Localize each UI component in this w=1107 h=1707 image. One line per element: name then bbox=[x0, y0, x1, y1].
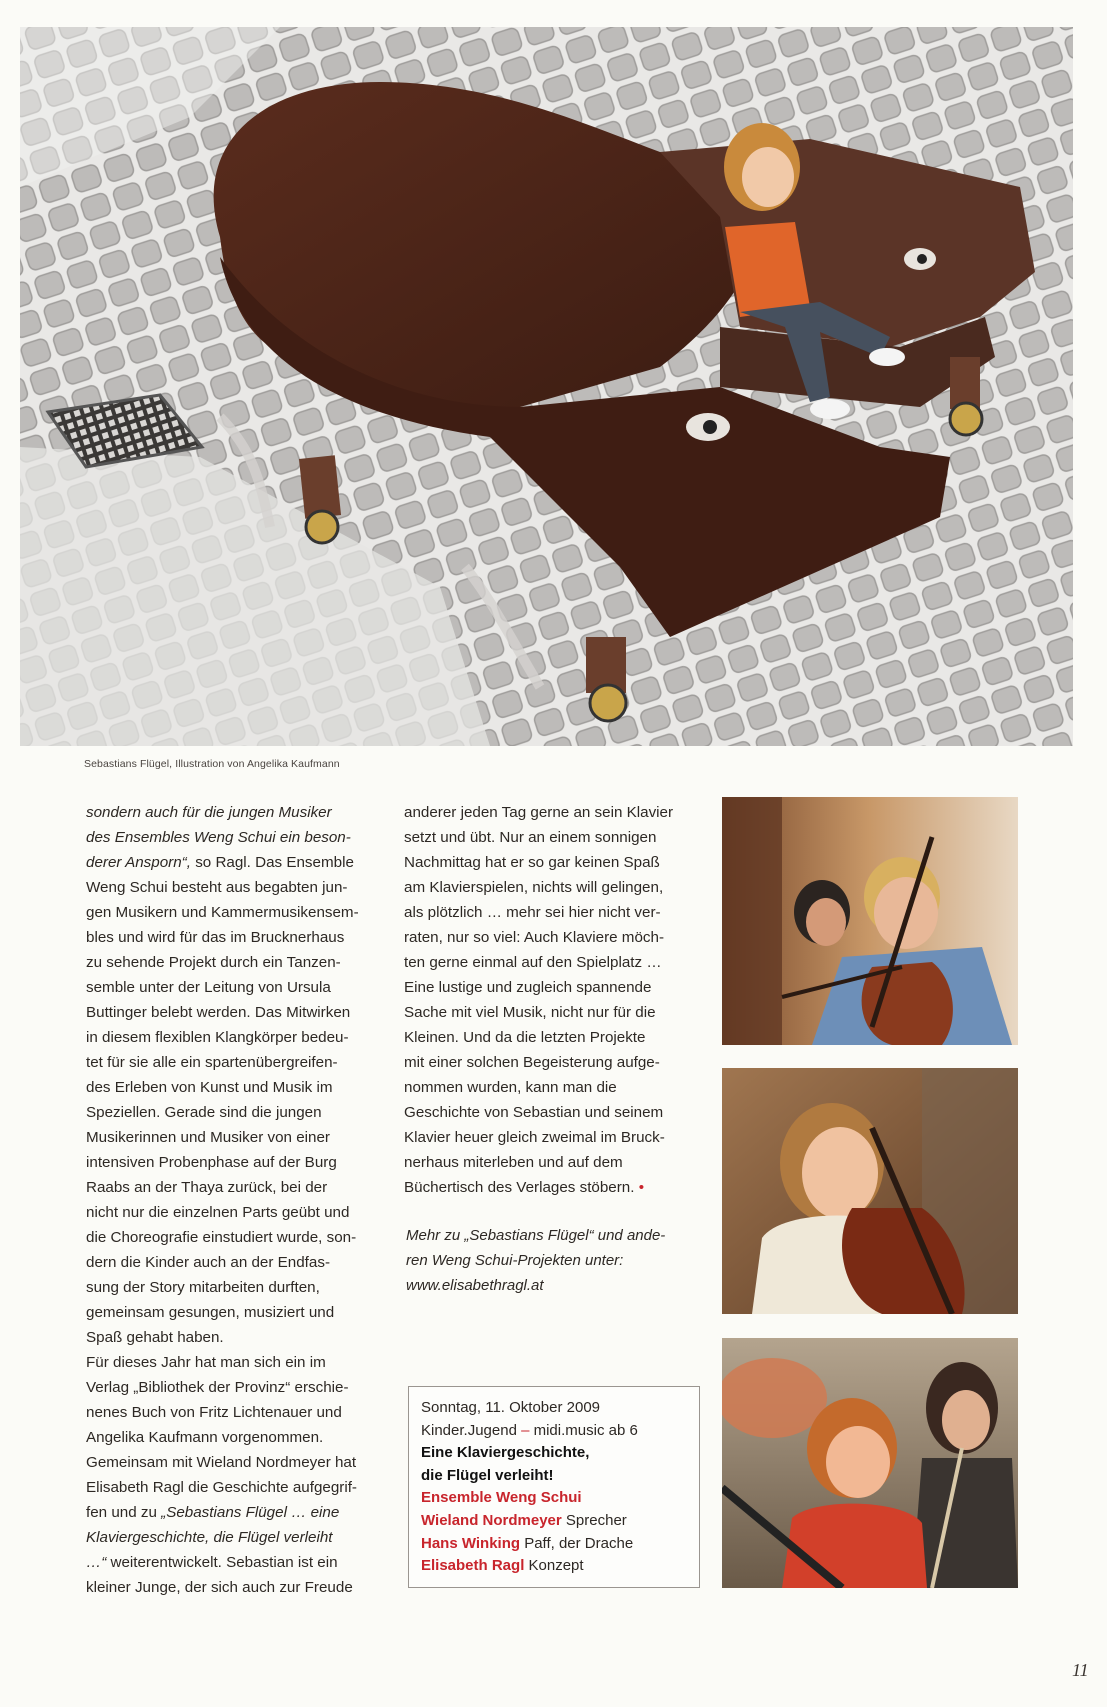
text-line: Nachmittag hat er so gar keinen Spaß bbox=[404, 854, 660, 871]
text-line: Für dieses Jahr hat man sich ein im bbox=[86, 1354, 326, 1371]
text-line: Eine lustige und zugleich spannende bbox=[404, 979, 652, 996]
text-line: Raabs an der Thaya zurück, bei der bbox=[86, 1179, 328, 1196]
text-fragment: weiterentwickelt. Sebastian ist ein bbox=[106, 1554, 338, 1571]
event-info-box bbox=[408, 1386, 700, 1588]
page-number: 11 bbox=[1072, 1660, 1089, 1680]
text-line: nerhaus miterleben und auf dem bbox=[404, 1154, 623, 1171]
text-line: nicht nur die einzelnen Parts geübt und bbox=[86, 1204, 350, 1221]
text-line: nenes Buch von Fritz Lichtenauer und bbox=[86, 1404, 342, 1421]
text-line: setzt und übt. Nur an einem sonnigen bbox=[404, 829, 657, 846]
event-date: Sonntag, 11. Oktober 2009 bbox=[421, 1399, 601, 1416]
text-line: gemeinsam gesungen, musiziert und bbox=[86, 1304, 335, 1321]
text-line: als plötzlich … mehr sei hier nicht ver- bbox=[404, 904, 661, 921]
text-line bbox=[86, 1500, 386, 1525]
text-fragment: „Sebastians Flügel … eine bbox=[161, 1504, 340, 1521]
credit-role: Paff, der Drache bbox=[520, 1534, 634, 1552]
text-line: anderer jeden Tag gerne an sein Klavier bbox=[404, 804, 674, 821]
end-marker: • bbox=[638, 1179, 645, 1196]
credit-line bbox=[421, 1510, 689, 1533]
credit-name: Elisabeth Ragl bbox=[421, 1557, 525, 1575]
text-line: gen Musikern und Kammermusikensem- bbox=[86, 904, 359, 921]
more-info-note bbox=[406, 1223, 665, 1298]
text-fragment: so Ragl. Das Ensemble bbox=[190, 854, 354, 871]
text-line: die Choreografie einstudiert wurde, son- bbox=[86, 1229, 357, 1246]
text-line: Kleinen. Und da die letzten Projekte bbox=[404, 1029, 646, 1046]
text-line: Angelika Kaufmann vorgenommen. bbox=[86, 1429, 324, 1446]
text-line: Buttinger belebt werden. Das Mitwirken bbox=[86, 1004, 351, 1021]
text-line: Geschichte von Sebastian und seinem bbox=[404, 1104, 664, 1121]
text-line: Spaß gehabt haben. bbox=[86, 1329, 224, 1346]
text-line: dern die Kinder auch an der Endfas- bbox=[86, 1254, 331, 1271]
text-line: zu sehende Projekt durch ein Tanzen- bbox=[86, 954, 341, 971]
text-line bbox=[86, 850, 386, 875]
text-fragment: fen und zu bbox=[86, 1504, 162, 1521]
text-fragment: derer Ansporn“, bbox=[86, 854, 191, 871]
credit-name: Hans Winking bbox=[421, 1534, 521, 1552]
photo-girl-conducting bbox=[722, 1338, 1018, 1588]
text-line: bles und wird für das im Brucknerhaus bbox=[86, 929, 345, 946]
credit-line bbox=[421, 1555, 689, 1578]
text-fragment: …“ bbox=[86, 1554, 107, 1571]
series-dash: – bbox=[521, 1421, 530, 1439]
text-line: Klavier heuer gleich zweimal im Bruck- bbox=[404, 1129, 665, 1146]
text-line: kleiner Junge, der sich auch zur Freude bbox=[86, 1579, 353, 1596]
credit-name: Wieland Nordmeyer bbox=[421, 1511, 562, 1529]
text-line: Gemeinsam mit Wieland Nordmeyer hat bbox=[86, 1454, 357, 1471]
text-line: ten gerne einmal auf den Spielplatz … bbox=[404, 954, 662, 971]
credit-role: Sprecher bbox=[561, 1511, 627, 1529]
text-line: nommen wurden, kann man die bbox=[404, 1079, 617, 1096]
note-line: ren Weng Schui-Projekten unter: bbox=[406, 1252, 624, 1269]
piano-illustration bbox=[20, 27, 1073, 746]
text-fragment: Büchertisch des Verlages stöbern. bbox=[404, 1179, 635, 1196]
credit-name: Ensemble Weng Schui bbox=[421, 1489, 582, 1507]
text-line: des Ensembles Weng Schui ein beson- bbox=[86, 829, 351, 846]
text-line: Musikerinnen und Musiker von einer bbox=[86, 1129, 330, 1146]
series-right: midi.music ab 6 bbox=[533, 1421, 638, 1439]
text-line: in diesem flexiblen Klangkörper bedeu- bbox=[86, 1029, 349, 1046]
illustration-caption: Sebastians Flügel, Illustration von Angelika Kaufmann bbox=[84, 758, 340, 770]
website-link[interactable]: www.elisabethragl.at bbox=[406, 1277, 544, 1294]
text-line: Elisabeth Ragl die Geschichte aufgegrif- bbox=[86, 1479, 357, 1496]
event-title-2: die Flügel verleiht! bbox=[421, 1466, 554, 1484]
series-left: Kinder.Jugend bbox=[421, 1421, 517, 1439]
text-line bbox=[404, 1175, 704, 1200]
text-line bbox=[86, 1550, 386, 1575]
text-line: mit einer solchen Begeisterung aufge- bbox=[404, 1054, 660, 1071]
credit-role: Konzept bbox=[524, 1557, 584, 1575]
event-title-1: Eine Klaviergeschichte, bbox=[421, 1444, 590, 1462]
text-line: am Klavierspielen, nichts will gelingen, bbox=[404, 879, 664, 896]
text-line: Sache mit viel Musik, nicht nur für die bbox=[404, 1004, 656, 1021]
text-line: Klaviergeschichte, die Flügel verleiht bbox=[86, 1529, 333, 1546]
text-line: semble unter der Leitung von Ursula bbox=[86, 979, 331, 996]
text-line: des Erleben von Kunst und Musik im bbox=[86, 1079, 333, 1096]
text-line: Verlag „Bibliothek der Provinz“ erschie- bbox=[86, 1379, 349, 1396]
text-line: Speziellen. Gerade sind die jungen bbox=[86, 1104, 322, 1121]
credit-line bbox=[421, 1533, 689, 1556]
text-line: sondern auch für die jungen Musiker bbox=[86, 804, 332, 821]
text-line: Weng Schui besteht aus begabten jun- bbox=[86, 879, 348, 896]
text-line: intensiven Probenphase auf der Burg bbox=[86, 1154, 337, 1171]
credit-line bbox=[421, 1487, 689, 1510]
photo-cello-girl bbox=[722, 1068, 1018, 1314]
article-column-2 bbox=[404, 800, 704, 1200]
text-line: sung der Story mitarbeiten durften, bbox=[86, 1279, 320, 1296]
text-line: raten, nur so viel: Auch Klaviere möch- bbox=[404, 929, 664, 946]
photo-cello-boys bbox=[722, 797, 1018, 1045]
text-line: tet für sie alle ein spartenübergreifen- bbox=[86, 1054, 338, 1071]
note-line: Mehr zu „Sebastians Flügel“ und ande- bbox=[406, 1227, 666, 1244]
event-series bbox=[421, 1420, 689, 1443]
article-column-1 bbox=[86, 800, 386, 1600]
